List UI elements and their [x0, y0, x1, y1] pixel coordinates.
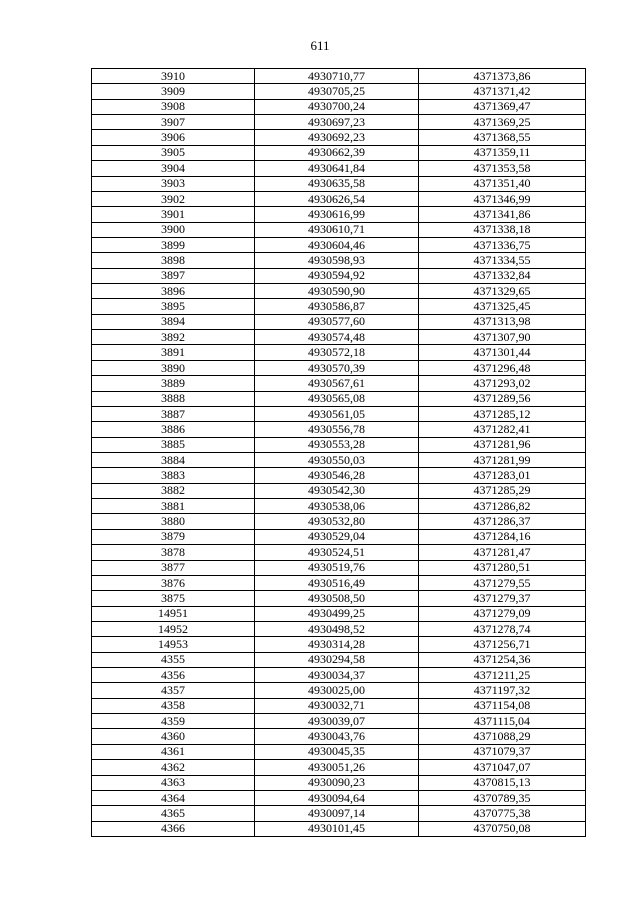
table-row	[92, 591, 586, 606]
y-coordinate-cell: 4371301,44	[419, 345, 586, 360]
point-number-cell: 3875	[92, 591, 255, 606]
x-coordinate-cell: 4930692,23	[255, 130, 419, 145]
x-coordinate-cell: 4930516,49	[255, 575, 419, 590]
x-coordinate-cell: 4930519,76	[255, 560, 419, 575]
y-coordinate-cell: 4371283,01	[419, 468, 586, 483]
point-number-cell: 3888	[92, 391, 255, 406]
table-row	[92, 284, 586, 299]
y-coordinate-cell: 4370815,13	[419, 775, 586, 790]
x-coordinate-cell: 4930045,35	[255, 744, 419, 759]
table-row	[92, 821, 586, 836]
x-coordinate-cell: 4930498,52	[255, 621, 419, 636]
x-coordinate-cell: 4930574,48	[255, 330, 419, 345]
table-row	[92, 729, 586, 744]
table-row	[92, 760, 586, 775]
point-number-cell: 3889	[92, 376, 255, 391]
table-row	[92, 483, 586, 498]
y-coordinate-cell: 4371334,55	[419, 253, 586, 268]
point-number-cell: 3910	[92, 69, 255, 84]
table-row	[92, 683, 586, 698]
x-coordinate-cell: 4930051,26	[255, 760, 419, 775]
y-coordinate-cell: 4371197,32	[419, 683, 586, 698]
point-number-cell: 14951	[92, 606, 255, 621]
y-coordinate-cell: 4371332,84	[419, 268, 586, 283]
coordinates-table	[91, 68, 586, 837]
table-row	[92, 668, 586, 683]
table-row	[92, 176, 586, 191]
table-row	[92, 637, 586, 652]
x-coordinate-cell: 4930546,28	[255, 468, 419, 483]
x-coordinate-cell: 4930710,77	[255, 69, 419, 84]
point-number-cell: 4359	[92, 714, 255, 729]
point-number-cell: 4360	[92, 729, 255, 744]
table-row	[92, 237, 586, 252]
point-number-cell: 4365	[92, 806, 255, 821]
point-number-cell: 3897	[92, 268, 255, 283]
table-row	[92, 115, 586, 130]
table-row	[92, 145, 586, 160]
point-number-cell: 3891	[92, 345, 255, 360]
x-coordinate-cell: 4930039,07	[255, 714, 419, 729]
x-coordinate-cell: 4930616,99	[255, 207, 419, 222]
x-coordinate-cell: 4930043,76	[255, 729, 419, 744]
point-number-cell: 3899	[92, 237, 255, 252]
y-coordinate-cell: 4371254,36	[419, 652, 586, 667]
x-coordinate-cell: 4930294,58	[255, 652, 419, 667]
table-row	[92, 698, 586, 713]
point-number-cell: 3908	[92, 99, 255, 114]
y-coordinate-cell: 4371307,90	[419, 330, 586, 345]
point-number-cell: 3883	[92, 468, 255, 483]
table-row	[92, 775, 586, 790]
x-coordinate-cell: 4930635,58	[255, 176, 419, 191]
y-coordinate-cell: 4371079,37	[419, 744, 586, 759]
y-coordinate-cell: 4371281,99	[419, 452, 586, 467]
point-number-cell: 3892	[92, 330, 255, 345]
y-coordinate-cell: 4371281,47	[419, 545, 586, 560]
table-row	[92, 499, 586, 514]
point-number-cell: 14953	[92, 637, 255, 652]
x-coordinate-cell: 4930565,08	[255, 391, 419, 406]
y-coordinate-cell: 4371338,18	[419, 222, 586, 237]
point-number-cell: 3905	[92, 145, 255, 160]
y-coordinate-cell: 4371371,42	[419, 84, 586, 99]
table-row	[92, 452, 586, 467]
y-coordinate-cell: 4371368,55	[419, 130, 586, 145]
point-number-cell: 3886	[92, 422, 255, 437]
table-row	[92, 84, 586, 99]
table-row	[92, 345, 586, 360]
point-number-cell: 3882	[92, 483, 255, 498]
table-row	[92, 790, 586, 805]
point-number-cell: 3900	[92, 222, 255, 237]
y-coordinate-cell: 4370789,35	[419, 790, 586, 805]
y-coordinate-cell: 4371279,09	[419, 606, 586, 621]
x-coordinate-cell: 4930508,50	[255, 591, 419, 606]
point-number-cell: 3879	[92, 529, 255, 544]
page-number: 611	[310, 38, 330, 53]
point-number-cell: 4363	[92, 775, 255, 790]
point-number-cell: 3887	[92, 406, 255, 421]
table-row	[92, 714, 586, 729]
point-number-cell: 3885	[92, 437, 255, 452]
y-coordinate-cell: 4371279,55	[419, 575, 586, 590]
y-coordinate-cell: 4371341,86	[419, 207, 586, 222]
point-number-cell: 3881	[92, 499, 255, 514]
table-row	[92, 360, 586, 375]
y-coordinate-cell: 4371278,74	[419, 621, 586, 636]
y-coordinate-cell: 4370775,38	[419, 806, 586, 821]
table-row	[92, 621, 586, 636]
y-coordinate-cell: 4371373,86	[419, 69, 586, 84]
y-coordinate-cell: 4371279,37	[419, 591, 586, 606]
point-number-cell: 3901	[92, 207, 255, 222]
y-coordinate-cell: 4371281,96	[419, 437, 586, 452]
point-number-cell: 3902	[92, 191, 255, 206]
table-row	[92, 376, 586, 391]
y-coordinate-cell: 4371154,08	[419, 698, 586, 713]
x-coordinate-cell: 4930586,87	[255, 299, 419, 314]
table-row	[92, 314, 586, 329]
x-coordinate-cell: 4930529,04	[255, 529, 419, 544]
table-row	[92, 468, 586, 483]
table-row	[92, 330, 586, 345]
y-coordinate-cell: 4371280,51	[419, 560, 586, 575]
table-row	[92, 652, 586, 667]
x-coordinate-cell: 4930314,28	[255, 637, 419, 652]
x-coordinate-cell: 4930561,05	[255, 406, 419, 421]
x-coordinate-cell: 4930700,24	[255, 99, 419, 114]
y-coordinate-cell: 4371115,04	[419, 714, 586, 729]
point-number-cell: 14952	[92, 621, 255, 636]
y-coordinate-cell: 4371293,02	[419, 376, 586, 391]
table-row	[92, 69, 586, 84]
x-coordinate-cell: 4930594,92	[255, 268, 419, 283]
y-coordinate-cell: 4371359,11	[419, 145, 586, 160]
table-row	[92, 529, 586, 544]
x-coordinate-cell: 4930538,06	[255, 499, 419, 514]
point-number-cell: 4361	[92, 744, 255, 759]
x-coordinate-cell: 4930697,23	[255, 115, 419, 130]
x-coordinate-cell: 4930499,25	[255, 606, 419, 621]
table-row	[92, 806, 586, 821]
y-coordinate-cell: 4371329,65	[419, 284, 586, 299]
table-row	[92, 406, 586, 421]
coordinates-table-body	[92, 69, 586, 837]
y-coordinate-cell: 4371289,56	[419, 391, 586, 406]
y-coordinate-cell: 4371285,12	[419, 406, 586, 421]
table-row	[92, 514, 586, 529]
x-coordinate-cell: 4930032,71	[255, 698, 419, 713]
table-row	[92, 253, 586, 268]
point-number-cell: 3894	[92, 314, 255, 329]
point-number-cell: 3906	[92, 130, 255, 145]
y-coordinate-cell: 4371211,25	[419, 668, 586, 683]
point-number-cell: 3903	[92, 176, 255, 191]
x-coordinate-cell: 4930626,54	[255, 191, 419, 206]
point-number-cell: 3907	[92, 115, 255, 130]
y-coordinate-cell: 4371286,37	[419, 514, 586, 529]
point-number-cell: 3884	[92, 452, 255, 467]
point-number-cell: 3877	[92, 560, 255, 575]
x-coordinate-cell: 4930094,64	[255, 790, 419, 805]
y-coordinate-cell: 4371282,41	[419, 422, 586, 437]
y-coordinate-cell: 4371256,71	[419, 637, 586, 652]
point-number-cell: 4355	[92, 652, 255, 667]
point-number-cell: 3876	[92, 575, 255, 590]
y-coordinate-cell: 4371047,07	[419, 760, 586, 775]
x-coordinate-cell: 4930567,61	[255, 376, 419, 391]
point-number-cell: 3898	[92, 253, 255, 268]
point-number-cell: 4362	[92, 760, 255, 775]
point-number-cell: 4366	[92, 821, 255, 836]
point-number-cell: 3895	[92, 299, 255, 314]
table-row	[92, 207, 586, 222]
x-coordinate-cell: 4930542,30	[255, 483, 419, 498]
table-row	[92, 391, 586, 406]
table-row	[92, 99, 586, 114]
y-coordinate-cell: 4371313,98	[419, 314, 586, 329]
point-number-cell: 4356	[92, 668, 255, 683]
table-row	[92, 437, 586, 452]
point-number-cell: 4364	[92, 790, 255, 805]
x-coordinate-cell: 4930097,14	[255, 806, 419, 821]
point-number-cell: 3909	[92, 84, 255, 99]
y-coordinate-cell: 4371336,75	[419, 237, 586, 252]
y-coordinate-cell: 4371285,29	[419, 483, 586, 498]
y-coordinate-cell: 4371353,58	[419, 161, 586, 176]
x-coordinate-cell: 4930604,46	[255, 237, 419, 252]
y-coordinate-cell: 4371284,16	[419, 529, 586, 544]
point-number-cell: 3878	[92, 545, 255, 560]
x-coordinate-cell: 4930553,28	[255, 437, 419, 452]
table-row	[92, 744, 586, 759]
table-row	[92, 422, 586, 437]
table-row	[92, 222, 586, 237]
x-coordinate-cell: 4930025,00	[255, 683, 419, 698]
y-coordinate-cell: 4371088,29	[419, 729, 586, 744]
x-coordinate-cell: 4930705,25	[255, 84, 419, 99]
y-coordinate-cell: 4371369,25	[419, 115, 586, 130]
table-row	[92, 560, 586, 575]
point-number-cell: 3890	[92, 360, 255, 375]
x-coordinate-cell: 4930034,37	[255, 668, 419, 683]
y-coordinate-cell: 4371296,48	[419, 360, 586, 375]
point-number-cell: 3896	[92, 284, 255, 299]
x-coordinate-cell: 4930641,84	[255, 161, 419, 176]
table-row	[92, 161, 586, 176]
x-coordinate-cell: 4930590,90	[255, 284, 419, 299]
x-coordinate-cell: 4930570,39	[255, 360, 419, 375]
x-coordinate-cell: 4930524,51	[255, 545, 419, 560]
x-coordinate-cell: 4930090,23	[255, 775, 419, 790]
table-row	[92, 299, 586, 314]
x-coordinate-cell: 4930532,80	[255, 514, 419, 529]
x-coordinate-cell: 4930577,60	[255, 314, 419, 329]
point-number-cell: 4358	[92, 698, 255, 713]
y-coordinate-cell: 4371351,40	[419, 176, 586, 191]
x-coordinate-cell: 4930101,45	[255, 821, 419, 836]
x-coordinate-cell: 4930550,03	[255, 452, 419, 467]
table-row	[92, 191, 586, 206]
point-number-cell: 3904	[92, 161, 255, 176]
table-row	[92, 545, 586, 560]
y-coordinate-cell: 4371325,45	[419, 299, 586, 314]
point-number-cell: 4357	[92, 683, 255, 698]
table-row	[92, 606, 586, 621]
table-row	[92, 575, 586, 590]
y-coordinate-cell: 4371346,99	[419, 191, 586, 206]
point-number-cell: 3880	[92, 514, 255, 529]
y-coordinate-cell: 4371369,47	[419, 99, 586, 114]
table-row	[92, 268, 586, 283]
x-coordinate-cell: 4930598,93	[255, 253, 419, 268]
x-coordinate-cell: 4930556,78	[255, 422, 419, 437]
x-coordinate-cell: 4930610,71	[255, 222, 419, 237]
y-coordinate-cell: 4370750,08	[419, 821, 586, 836]
y-coordinate-cell: 4371286,82	[419, 499, 586, 514]
table-row	[92, 130, 586, 145]
x-coordinate-cell: 4930662,39	[255, 145, 419, 160]
x-coordinate-cell: 4930572,18	[255, 345, 419, 360]
